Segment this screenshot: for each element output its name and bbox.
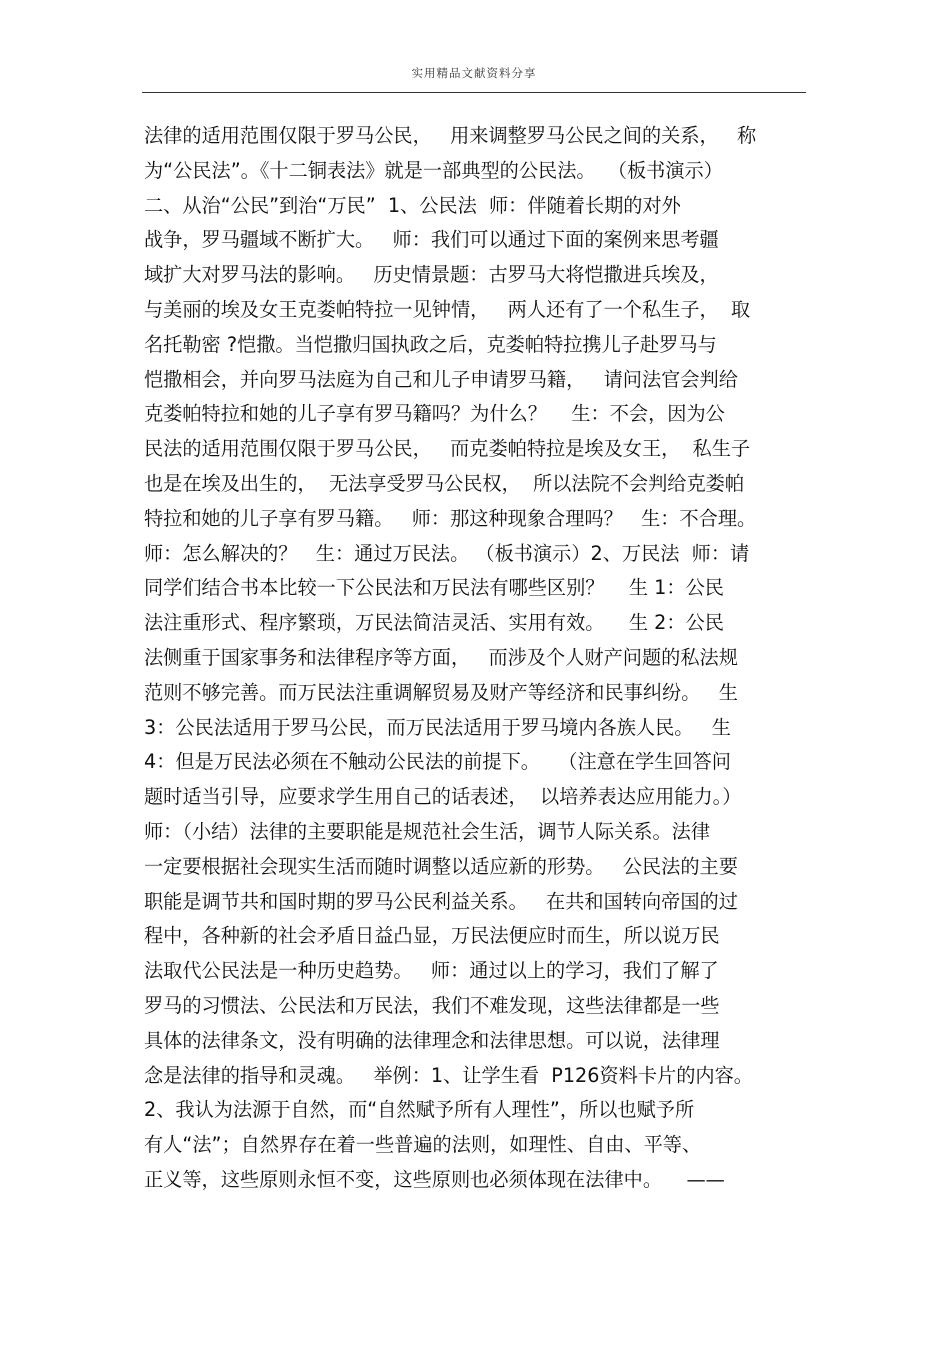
text-line: 4：但是万民法必须在不触动公民法的前提下。 （注意在学生回答问 <box>144 750 731 774</box>
text-line: 民法的适用范围仅限于罗马公民， 而克娄帕特拉是埃及女王， 私生子 <box>144 437 751 461</box>
text-line: 同学们结合书本比较一下公民法和万民法有哪些区别？ 生 1：公民 <box>144 576 724 600</box>
text-line: 法注重形式、程序繁琐，万民法简洁灵活、实用有效。 生 2：公民 <box>144 611 724 635</box>
text-line: 具体的法律条文，没有明确的法律理念和法律思想。可以说，法律理 <box>144 1028 720 1052</box>
text-line: 二、从治“公民”到治“万民” 1、公民法 师：伴随着长期的对外 <box>144 193 681 217</box>
text-line: 3：公民法适用于罗马公民，而万民法适用于罗马境内各族人民。 生 <box>144 715 731 739</box>
text-line: 法取代公民法是一种历史趋势。 师：通过以上的学习，我们了解了 <box>144 959 719 983</box>
text-line: 念是法律的指导和灵魂。 举例：1、让学生看 P126资料卡片的内容。 <box>144 1063 753 1087</box>
body-text <box>144 119 812 1198</box>
text-line: 罗马的习惯法、公民法和万民法，我们不难发现，这些法律都是一些 <box>144 993 720 1017</box>
text-line: 题时适当引导，应要求学生用自己的话表述， 以培养表达应用能力。） <box>144 785 742 809</box>
text-line: 也是在埃及出生的， 无法享受罗马公民权， 所以法院不会判给克娄帕 <box>144 471 745 495</box>
text-line: 2、我认为法源于自然，而“自然赋予所有人理性”，所以也赋予所 <box>144 1098 695 1122</box>
text-line: 战争，罗马疆域不断扩大。 师：我们可以通过下面的案例来思考疆 <box>144 228 719 252</box>
text-line: 职能是调节共和国时期的罗马公民利益关系。 在共和国转向帝国的过 <box>144 889 738 913</box>
text-line: 师：怎么解决的？ 生：通过万民法。 （板书演示）2、万民法 师：请 <box>144 541 750 565</box>
header-title: 实用精品文献资料分享 <box>411 66 537 80</box>
text-line: 范则不够完善。而万民法注重调解贸易及财产等经济和民事纠纷。 生 <box>144 680 738 704</box>
text-line: 域扩大对罗马法的影响。 历史情景题：古罗马大将恺撒进兵埃及， <box>144 263 719 287</box>
text-line: 与美丽的埃及女王克娄帕特拉一见钟情， 两人还有了一个私生子， 取 <box>144 297 751 321</box>
text-line: 克娄帕特拉和她的儿子享有罗马籍吗？为什么？ 生：不会，因为公 <box>144 402 725 426</box>
text-line: 有人“法”；自然界存在着一些普遍的法则，如理性、自由、平等、 <box>144 1133 702 1157</box>
text-line: 法侧重于国家事务和法律程序等方面， 而涉及个人财产问题的私法规 <box>144 645 738 669</box>
text-line: 正义等，这些原则永恒不变，这些原则也必须体现在法律中。 —— <box>144 1167 725 1191</box>
text-line: 程中，各种新的社会矛盾日益凸显，万民法便应时而生，所以说万民 <box>144 924 720 948</box>
text-line: 名托勒密 ?恺撒。当恺撒归国执政之后，克娄帕特拉携儿子赴罗马与 <box>144 332 717 356</box>
page-header <box>142 62 806 93</box>
text-line: 特拉和她的儿子享有罗马籍。 师：那这种现象合理吗？ 生：不合理。 <box>144 506 757 530</box>
text-line: 为“公民法”。《十二铜表法》就是一部典型的公民法。 （板书演示） <box>144 158 723 182</box>
text-line: 一定要根据社会现实生活而随时调整以适应新的形势。 公民法的主要 <box>144 854 738 878</box>
text-line: 法律的适用范围仅限于罗马公民， 用来调整罗马公民之间的关系， 称 <box>144 124 757 147</box>
text-line: 恺撒相会，并向罗马法庭为自己和儿子申请罗马籍， 请问法官会判给 <box>144 367 738 391</box>
text-line: 师：（小结）法律的主要职能是规范社会生活，调节人际关系。法律 <box>144 819 711 843</box>
